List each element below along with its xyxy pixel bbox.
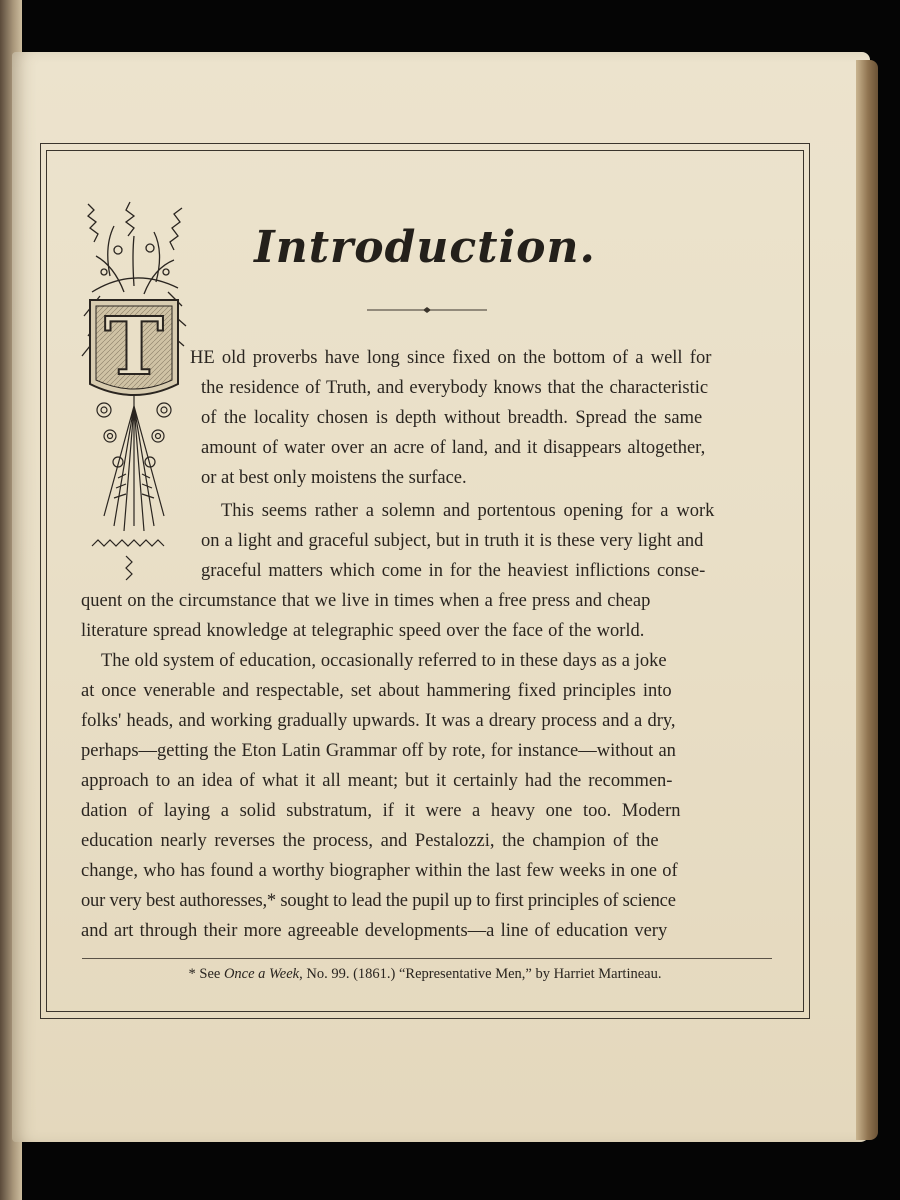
text-line-3: of the locality chosen is depth without breadth. Spread the same	[201, 408, 703, 428]
text-line-12: at once venerable and respectable, set about hammering fixed principles into	[81, 681, 672, 701]
footnote	[0, 966, 850, 983]
text-line-15: approach to an idea of what it all meant; but it certainly had the recommen-	[81, 771, 673, 791]
text-line-16: dation of laying a solid substratum, if it were a heavy one too. Modern	[81, 801, 681, 821]
footnote-publication: Once a Week	[223, 966, 300, 982]
text-line-2: the residence of Truth, and everybody knows that the characteristic	[201, 378, 709, 398]
text-line-4: amount of water over an acre of land, and it disappears altogether,	[201, 438, 706, 458]
text-line-10: literature spread knowledge at telegraphic speed over the face of the world.	[81, 621, 645, 641]
page-stack-edge	[856, 60, 878, 1140]
text-line-20: and art through their more agreeable developments—a line of education very	[81, 921, 668, 941]
text-line-1: HE old proverbs have long since fixed on the bottom of a well for	[190, 348, 712, 368]
footnote-rule	[82, 958, 772, 959]
text-line-18: change, who has found a worthy biographer within the last few weeks in one of	[81, 861, 678, 881]
text-line-8: graceful matters which come in for the heaviest inflictions conse-	[201, 561, 706, 581]
title-ornament-rule	[367, 304, 487, 316]
text-line-11: The old system of education, occasionally referred to in these days as a joke	[101, 651, 667, 671]
text-line-14: perhaps—getting the Eton Latin Grammar off by rote, for instance—without an	[81, 741, 676, 761]
text-line-9: quent on the circumstance that we live in times when a free press and cheap	[81, 591, 651, 611]
footnote-prefix: * See	[188, 966, 224, 982]
chapter-title: Introduction.	[254, 222, 596, 273]
footnote-rest: , No. 99. (1861.) “Representative Men,” by Harriet Martineau.	[299, 966, 662, 982]
text-line-7: on a light and graceful subject, but in truth it is these very light and	[201, 531, 704, 551]
text-line-6: This seems rather a solemn and portentous opening for a work	[221, 501, 715, 521]
text-line-19: our very best authoresses,* sought to lead the pupil up to first principles of science	[81, 891, 676, 911]
drop-cap-letter: T	[104, 299, 164, 393]
decorative-initial	[74, 196, 194, 586]
text-line-13: folks' heads, and working gradually upwards. It was a dreary process and a dry,	[81, 711, 676, 731]
text-line-5: or at best only moistens the surface.	[201, 468, 467, 488]
text-line-17: education nearly reverses the process, and Pestalozzi, the champion of the	[81, 831, 659, 851]
